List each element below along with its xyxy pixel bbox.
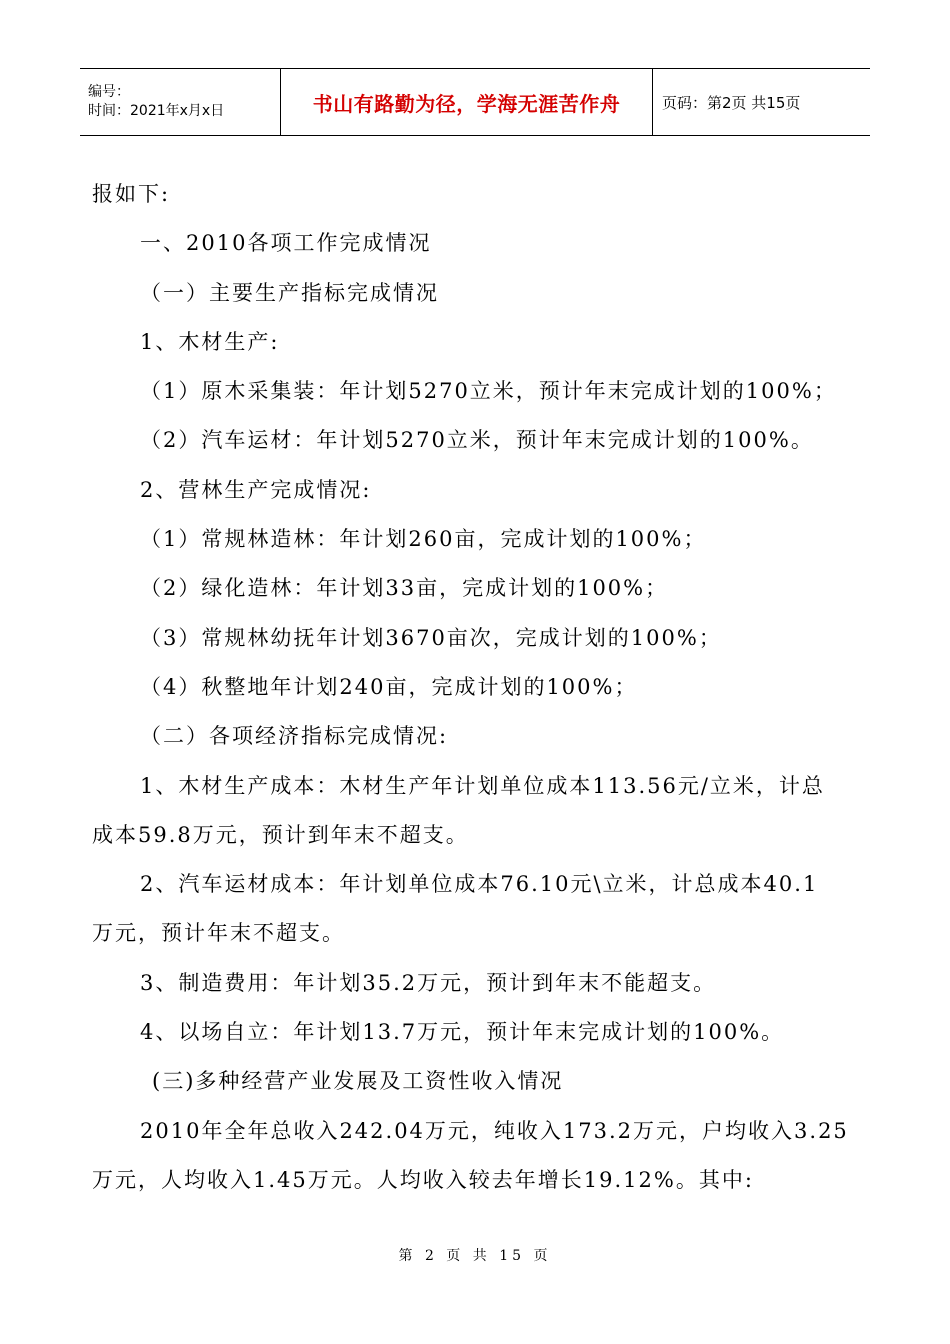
list-item: 1、木材生产:: [140, 329, 280, 354]
list-item: 2、营林生产完成情况:: [140, 477, 372, 502]
paragraph: 2、汽车运材成本：年计划单位成本76.10元\立米，计总成本40.1: [140, 872, 819, 897]
page-footer: 第 2 页 共 15 页: [398, 1248, 552, 1264]
paragraph-continuation: 成本59.8万元，预计到年末不超支。: [92, 822, 469, 847]
section-heading: 一、2010各项工作完成情况: [140, 231, 432, 256]
paragraph: 3、制造费用：年计划35.2万元，预计到年末不能超支。: [140, 970, 717, 995]
header-page-info-cell: [653, 69, 870, 135]
paragraph: 4、以场自立：年计划13.7万元，预计年末完成计划的100%。: [140, 1020, 785, 1045]
header-motto: 书山有路勤为径，学海无涯苦作舟: [312, 91, 621, 116]
list-item: （1）原木采集装：年计划5270立米，预计年末完成计划的100%；: [140, 379, 837, 404]
list-item: （1）常规林造林：年计划260亩，完成计划的100%；: [140, 527, 707, 552]
header-motto-cell: [281, 69, 653, 135]
list-item: （2）绿化造林：年计划33亩，完成计划的100%；: [140, 576, 669, 601]
document-number-label: 编号：: [88, 84, 130, 100]
header-meta: [80, 69, 281, 135]
list-item: （2）汽车运材：年计划5270立米，预计年末完成计划的100%。: [140, 428, 814, 453]
paragraph-continuation: 万元，预计年末不超支。: [92, 921, 345, 946]
document-body: [92, 170, 862, 1205]
page-header: [80, 68, 870, 136]
subsection-heading: （一）主要生产指标完成情况: [140, 280, 439, 305]
paragraph: 报如下:: [92, 182, 171, 206]
subsection-heading: (三)多种经营产业发展及工资性收入情况: [152, 1069, 564, 1094]
list-item: （4）秋整地年计划240亩，完成计划的100%；: [140, 674, 638, 699]
header-page-info: 页码：第2页 共15页: [662, 93, 801, 112]
document-time-label: 时间：2021年x月x日: [88, 103, 225, 119]
list-item: （3）常规林幼抚年计划3670亩次，完成计划的100%；: [140, 625, 722, 650]
paragraph-continuation: 万元，人均收入1.45万元。人均收入较去年增长19.12%。其中:: [92, 1167, 754, 1192]
paragraph: 2010年全年总收入242.04万元，纯收入173.2万元，户均收入3.25: [140, 1118, 849, 1143]
subsection-heading: （二）各项经济指标完成情况:: [140, 724, 449, 749]
paragraph: 1、木材生产成本：木材生产年计划单位成本113.56元/立米，计总: [140, 773, 825, 798]
